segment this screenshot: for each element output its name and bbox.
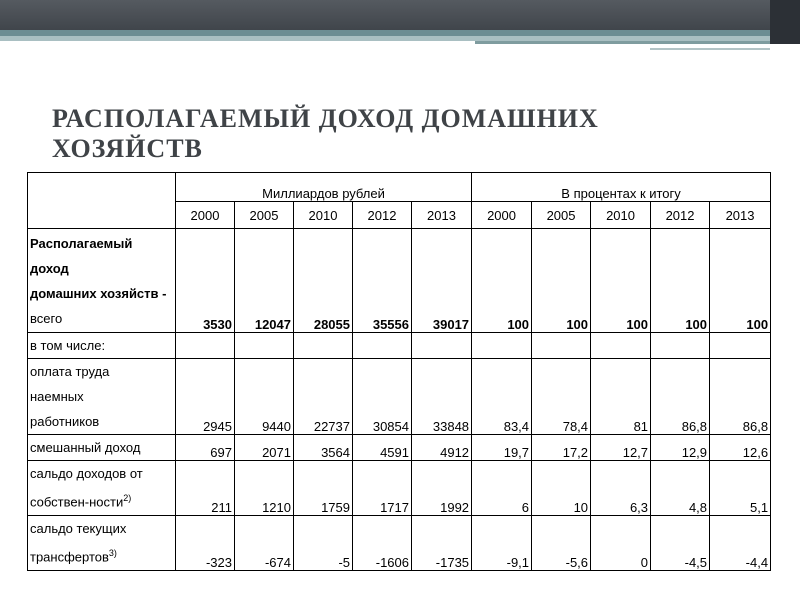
corner-block [770,0,800,44]
table-cell: 78,4 [532,359,591,435]
table-row [28,516,771,571]
table-cell [651,333,710,359]
table-cell: -9,1 [472,516,532,571]
row-label: сальдо доходов от собствен-ности$^{2)}$ [28,461,176,516]
year-header: 2005 [235,202,294,229]
table-cell [591,333,651,359]
table-row [28,229,771,333]
table-cell: -1606 [353,516,412,571]
table-cell: 86,8 [651,359,710,435]
table-cell: 1759 [294,461,353,516]
table-cell: 2071 [235,435,294,461]
year-header: 2012 [651,202,710,229]
table-cell: 81 [591,359,651,435]
table-cell: -674 [235,516,294,571]
table-cell: -1735 [412,516,472,571]
table-cell: 28055 [294,229,353,333]
table-cell: 1992 [412,461,472,516]
table-cell: 5,1 [710,461,771,516]
year-header: 2013 [710,202,771,229]
footnote-marker: 3) [108,548,117,559]
table-cell: 100 [591,229,651,333]
table-cell: 30854 [353,359,412,435]
table-row [28,435,771,461]
row-label: сальдо текущих трансфертов$^{3)}$ [28,516,176,571]
year-header: 2013 [412,202,472,229]
table-cell: 1717 [353,461,412,516]
year-header: 2005 [532,202,591,229]
table-row [28,333,771,359]
table-cell [353,333,412,359]
table-cell: 6,3 [591,461,651,516]
table-cell: 6 [472,461,532,516]
table-cell: 12047 [235,229,294,333]
table-cell [710,333,771,359]
table-cell: 0 [591,516,651,571]
footnote-marker: 2) [123,493,132,504]
table-cell [412,333,472,359]
table-cell: 12,7 [591,435,651,461]
table-cell: -5 [294,516,353,571]
year-header: 2010 [591,202,651,229]
table-cell: 12,6 [710,435,771,461]
group-header-billions: Миллиардов рублей [176,173,472,202]
table-cell: 9440 [235,359,294,435]
decor-stripe [475,41,770,44]
table-cell: -4,5 [651,516,710,571]
table-row [28,359,771,435]
table-cell [235,333,294,359]
row-label: Располагаемый доход домашних хозяйств - всего [28,229,176,333]
table-cell [294,333,353,359]
table-cell: 12,9 [651,435,710,461]
table-cell: 17,2 [532,435,591,461]
table-cell: 39017 [412,229,472,333]
year-header: 2000 [472,202,532,229]
table-header-row [28,173,771,202]
table-cell: 83,4 [472,359,532,435]
decor-stripe [650,48,770,50]
income-table [27,172,771,571]
table-row [28,461,771,516]
table-cell: 3564 [294,435,353,461]
table-cell: 2945 [176,359,235,435]
table-cell: 19,7 [472,435,532,461]
table-cell: 100 [532,229,591,333]
row-label: смешанный доход [28,435,176,461]
row-label: в том числе: [28,333,176,359]
table-cell: 10 [532,461,591,516]
table-cell: 33848 [412,359,472,435]
table-cell: 35556 [353,229,412,333]
row-label: оплата труда наемных работников [28,359,176,435]
table-cell: 4,8 [651,461,710,516]
table-cell: 86,8 [710,359,771,435]
group-header-percent: В процентах к итогу [472,173,771,202]
table-cell [472,333,532,359]
table-cell: 100 [472,229,532,333]
table-cell: 100 [710,229,771,333]
table-cell: 211 [176,461,235,516]
table-cell: 697 [176,435,235,461]
table-cell: -5,6 [532,516,591,571]
table-cell: 1210 [235,461,294,516]
table-cell: 4912 [412,435,472,461]
table-cell [532,333,591,359]
year-header: 2010 [294,202,353,229]
table-cell: 22737 [294,359,353,435]
table-cell: -4,4 [710,516,771,571]
table-cell: -323 [176,516,235,571]
year-header: 2012 [353,202,412,229]
table-cell: 4591 [353,435,412,461]
table-cell: 3530 [176,229,235,333]
table-cell: 100 [651,229,710,333]
slide-title: РАСПОЛАГАЕМЫЙ ДОХОД ДОМАШНИХ ХОЗЯЙСТВ [52,104,599,163]
year-header: 2000 [176,202,235,229]
corner-cell [28,173,176,229]
table-cell [176,333,235,359]
